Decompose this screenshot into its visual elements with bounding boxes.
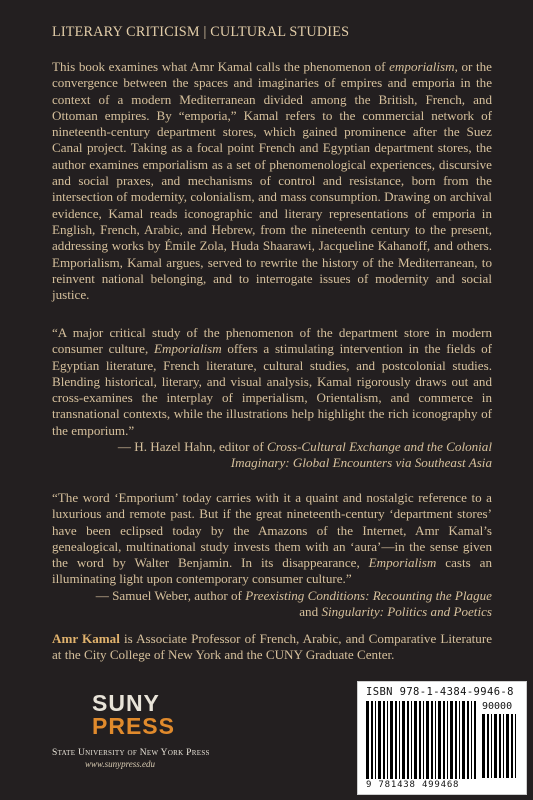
ean-barcode-graphic (366, 701, 476, 779)
author-name: Amr Kamal (52, 631, 120, 646)
barcode (357, 681, 527, 795)
book-description: This book examines what Amr Kamal calls the phenomenon of emporialism, or the convergence between the spaces and imaginaries of empires and emporia in the context of a modern Mediterranean divided among the British, French, and Ottoman empires. By “emporia,” Kamal refers to the commercial network of nineteenth-century department stores, which gained prominence after the Suez Canal project. Taking as a focal point French and Egyptian department stores, the author examines emporialism as a set of phenomenological experiences, discursive and social praxes, and mechanisms of control and resistance, born from the intersection of modernity, colonialism, and mass consumption. Drawing on archival evidence, Kamal reads iconographic and literary representations of emporia in English, French, Arabic, and Hebrew, from the nineteenth century to the present, addressing works by Émile Zola, Huda Shaarawi, Jacqueline Kahanoff, and others. Emporialism, Kamal argues, served to rewrite the history of the Mediterranean, to reinvent national belonging, and to interrogate issues of modernity and social justice. (52, 59, 492, 303)
addon-barcode-graphic (482, 714, 518, 778)
author-bio: Amr Kamal is Associate Professor of French, Arabic, and Comparative Literature at the City College of New York and the CUNY Graduate Center. (52, 631, 492, 663)
publisher-logo (52, 692, 252, 769)
isbn-label: ISBN 978-1-4384-9946-8 (366, 686, 514, 698)
category-heading: LITERARY CRITICISM | CULTURAL STUDIES (52, 24, 350, 40)
price-code: 90000 (482, 701, 513, 712)
publisher-name: State University of New York Press (52, 748, 210, 758)
endorsement-quote-1 (52, 325, 492, 472)
logo-suny: SUNY (92, 690, 160, 716)
quote-attribution: — H. Hazel Hahn, editor of Cross-Cultural Exchange and the Colonial Imaginary: Global Encounters via Southeast Asia (117, 439, 492, 471)
publisher-url: www.sunypress.edu (85, 759, 156, 769)
quote-text: “The word ‘Emporium’ today carries with it a quaint and nostalgic reference to a luxurious and remote past. But if the great nineteenth-century ‘department stores’ have been eclipsed today by the Amazons of the Internet, Amr Kamal’s genealogical, multinational study invests them with an ‘aura’—in the sense given the word by Walter Benjamin. In its disappearance, Emporialism casts an illuminating light upon contemporary consumer culture.” (52, 490, 492, 587)
logo-press: PRESS (92, 713, 175, 739)
endorsement-quote-2 (52, 490, 492, 620)
quote-attribution: — Samuel Weber, author of Preexisting Conditions: Recounting the Plague and Singularity: Politics and Poetics (95, 587, 492, 620)
quote-text: “A major critical study of the phenomenon of the department store in modern consumer culture, Emporialism offers a stimulating intervention in the fields of Egyptian literature, French literature, cultural studies, and postcolonial studies. Blending historical, literary, and visual analysis, Kamal rigorously draws out and cross-examines the interplay of imperialism, Orientalism, and commerce in transnational contexts, while the illustrations help highlight the rich iconography of the emporium.” (52, 325, 492, 438)
barcode-digits: 9 781438 499468 (366, 780, 460, 790)
